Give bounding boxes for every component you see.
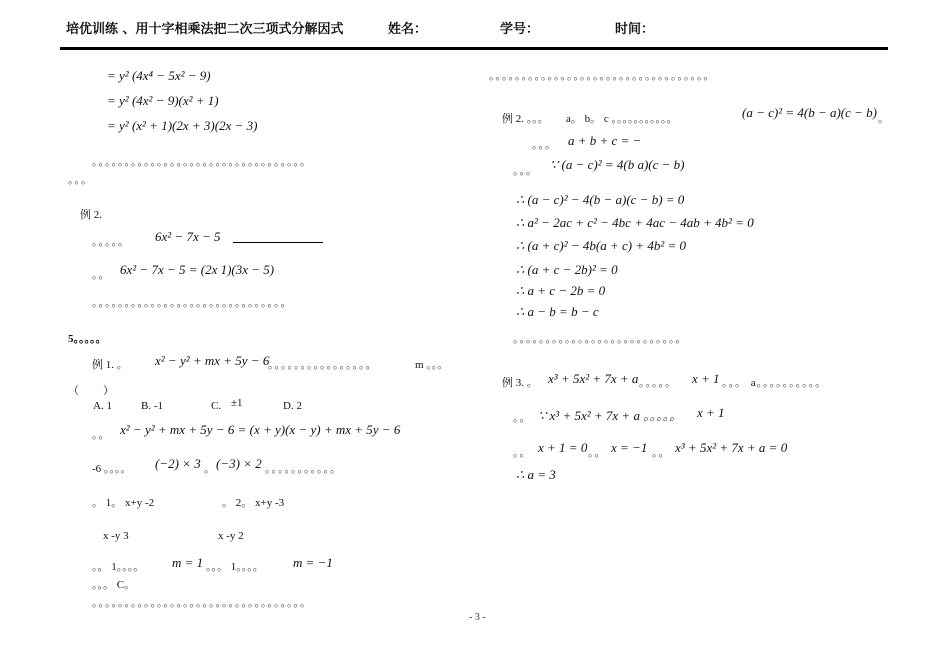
proof-step-1: ∴ (a − c)² − 4(b − a)(c − b) = 0: [516, 192, 685, 207]
example-2-right-label: 例 2. 。。。: [502, 113, 549, 125]
solution-prefix: 。。: [92, 269, 111, 281]
page-title: 培优训练 、用十字相乘法把二次三项式分解因式: [66, 22, 344, 37]
name-label: 姓名：: [388, 22, 428, 37]
option-a: A. 1: [93, 400, 112, 412]
result-m-2: m = −1: [293, 555, 333, 570]
time-label: 时间：: [615, 22, 655, 37]
proof-note: 。。。。。。。。。。。。。。。。。。。。。。。。。。: [513, 333, 688, 345]
proof-prefix: 。。。: [513, 165, 538, 177]
case-1-row-1: 。 1。 x+y -2: [92, 497, 155, 509]
example-3-sol2-sep-2: 。。: [652, 447, 671, 459]
example-3-factor: x + 1: [692, 371, 720, 386]
result-m-1: m = 1: [172, 555, 204, 570]
example-3-tail: 。。。 a。。。。。。。。。。: [722, 377, 828, 389]
factor-pair-2: (−3) × 2: [216, 456, 262, 471]
right-top-note: 。。。。。。。。。。。。。。。。。。。。。。。。。。。。。。。。。。: [489, 70, 716, 82]
factor-pair-1: (−2) × 3: [155, 456, 201, 471]
example-3-result: ∴ a = 3: [516, 467, 556, 482]
closing-note: 。。。。。。。。。。。。。。。。。。。。。。。。。。。。。。。。。: [92, 597, 312, 609]
given-equation: (a − c)² = 4(b − a)(c − b): [742, 105, 878, 120]
step-line-3: = y² (x² + 1)(2x + 3)(2x − 3): [107, 118, 258, 133]
example-3-sol2-expr-3: x³ + 5x² + 7x + a = 0: [675, 440, 788, 455]
proof-step-2: ∴ a² − 2ac + c² − 4bc + 4ac − 4ab + 4b² = 0: [516, 215, 754, 230]
proof-step-5: ∴ a + c − 2b = 0: [516, 283, 606, 298]
example-3-sol-prefix: 。。: [513, 412, 532, 424]
step-line-2: = y² (4x² − 9)(x² + 1): [107, 93, 219, 108]
header-rule: [60, 47, 888, 50]
subject-expression: a + b + c = −: [568, 133, 642, 148]
factor-sep: 。: [204, 463, 215, 475]
example-2-label: 例 2.: [80, 209, 102, 221]
option-d: D. 2: [283, 400, 302, 412]
option-b: B. -1: [141, 400, 163, 412]
example-1-m: m 。。。: [415, 359, 449, 371]
example-3-sol2-sep-1: 。。: [588, 447, 607, 459]
example-3-label: 例 3. 。: [502, 377, 538, 389]
solution-prefix-2: 。。: [92, 429, 111, 441]
step-line-1: = y² (4x⁴ − 5x² − 9): [107, 68, 211, 83]
proof-given: ∵ (a − c)² = 4(b a)(c − b): [550, 157, 685, 172]
example-3-text: 。。。。。: [639, 377, 677, 389]
solution-expression-2: x² − y² + mx + 5y − 6 = (x + y)(x − y) + mx + 5y − 6: [120, 422, 401, 437]
example-3-expression: x³ + 5x² + 7x + a: [548, 371, 639, 386]
example-3-sol2-expr-2: x = −1: [611, 440, 648, 455]
paren-open: （: [68, 385, 79, 397]
section-5-heading: 5。。。。。: [68, 333, 107, 345]
example-1-label: 例 1. 。: [92, 359, 128, 371]
example-note: 。。。。。。。。。。。。。。。。。。。。。。。。。。。。。。: [92, 297, 293, 309]
page-number: - 3 -: [469, 612, 486, 623]
note-text: 。。。。。。。。。。。。。。。。。。。。。。。。。。。。。。。。。: [92, 156, 312, 168]
example-3-sol-expression: ∵ x³ + 5x² + 7x + a 。。。。。: [538, 408, 683, 423]
factor-note: -6 。。。。: [92, 463, 132, 475]
problem-expression: 6x² − 7x − 5: [155, 229, 221, 244]
option-c-value: ±1: [231, 397, 243, 409]
example-1-expression: x² − y² + mx + 5y − 6: [155, 353, 270, 368]
result-text-1: 。。 1。。。。: [92, 561, 145, 573]
paren-close: ）: [103, 385, 114, 397]
problem-prefix: 。。。。。: [92, 236, 130, 248]
example-1-text: 。。。。。。。。。。。。。。。。: [268, 359, 378, 371]
example-3-sol2-expr-1: x + 1 = 0: [538, 440, 588, 455]
option-c-label: C.: [211, 400, 222, 412]
answer-blank: [233, 242, 323, 243]
result-text-2: 。。。 1。。。。: [206, 561, 264, 573]
solution-expression: 6x² − 7x − 5 = (2x 1)(3x − 5): [120, 262, 275, 277]
case-2-row-1: 。 2。 x+y -3: [222, 497, 285, 509]
answer-text: 。。。 C。: [92, 579, 136, 591]
example-2-right-vars: a。 b。 c 。。。。。。。。。。。: [566, 113, 678, 125]
example-3-sol-factor: x + 1: [697, 405, 725, 420]
subject-prefix: 。。。: [532, 139, 557, 151]
proof-step-3: ∴ (a + c)² − 4b(a + c) + 4b² = 0: [516, 238, 687, 253]
example-3-sol2-prefix: 。。: [513, 447, 532, 459]
given-tail: 。: [878, 113, 889, 125]
proof-step-6: ∴ a − b = b − c: [516, 304, 599, 319]
student-id-label: 学号：: [500, 22, 540, 37]
proof-step-4: ∴ (a + c − 2b)² = 0: [516, 262, 618, 277]
case-1-row-2: x -y 3: [103, 530, 129, 542]
factor-note-tail: 。。。。。。。。。。。: [265, 463, 342, 475]
note-text-cont: 。。。: [68, 174, 93, 186]
case-2-row-2: x -y 2: [218, 530, 244, 542]
